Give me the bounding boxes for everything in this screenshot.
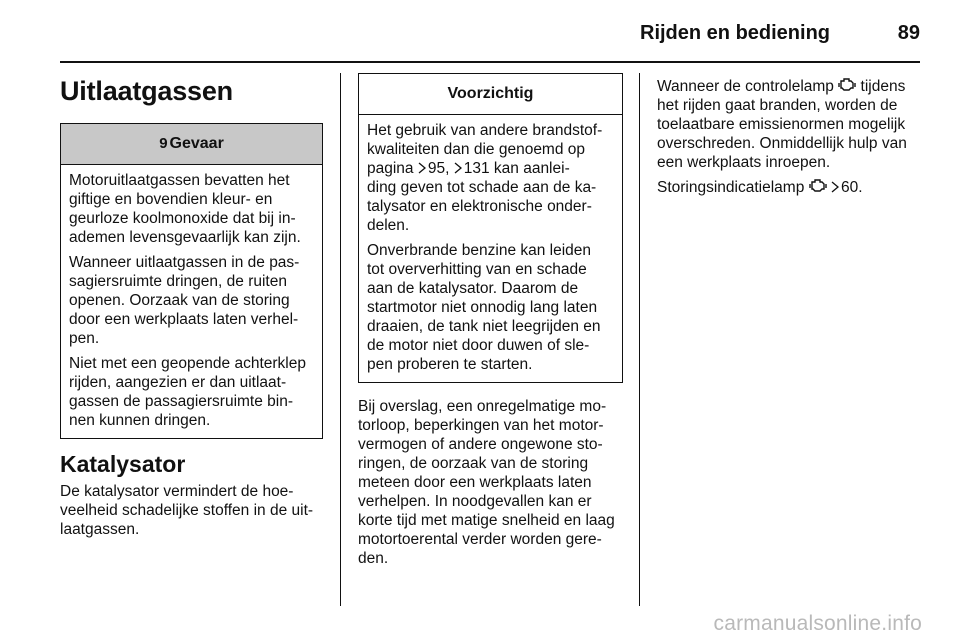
column-divider-1 (340, 73, 341, 606)
text-line: sagiersruimte dringen, de ruiten (69, 273, 287, 290)
text-line: startmotor niet onnodig lang laten (367, 299, 598, 316)
text-line: verhelpen. In noodgevallen kan er (358, 493, 592, 510)
header-title: Rijden en bediening (640, 22, 831, 44)
column-divider-2 (639, 73, 640, 606)
text-line: het rijden gaat branden, worden de (657, 97, 898, 114)
fault-indicator-paragraph (657, 178, 920, 197)
text-line: tot oververhitting van en schade (367, 261, 587, 278)
page-reference-arrow-icon (831, 178, 841, 197)
text-line: vermogen of andere ongewone sto- (358, 436, 603, 453)
text-line: den. (358, 550, 389, 567)
column-left (60, 62, 323, 545)
engine-check-lamp-icon (809, 179, 827, 196)
text-line: Motoruitlaatgassen bevatten het (69, 172, 290, 189)
text-line: aan de katalysator. Daarom de (367, 280, 579, 297)
caution-paragraph-1 (367, 121, 614, 235)
misfire-paragraph (358, 397, 623, 568)
text-line: ringen, de oorzaak van de storing (358, 455, 589, 472)
text-line: toelaatbare emissienormen mogelijk (657, 116, 906, 133)
danger-box-body (61, 165, 322, 438)
danger-paragraph-1 (69, 171, 314, 247)
text-line: veelheid schadelijke stoffen in de uit- (60, 502, 314, 519)
text-line: kwaliteiten dan die genoemd op (367, 141, 586, 158)
text-line: tijdens (860, 78, 906, 95)
page-number: 89 (897, 22, 920, 44)
text-line: gassen de passagiersruimte bin- (69, 393, 294, 410)
text-line: delen. (367, 217, 410, 234)
danger-box (60, 123, 323, 439)
text-line: Onverbrande benzine kan leiden (367, 242, 592, 259)
caution-paragraph-2 (367, 241, 614, 374)
caution-box-body (359, 115, 622, 382)
text-line: pen proberen te starten. (367, 356, 533, 373)
text-line: overschreden. Onmiddellijk hulp van (657, 135, 907, 152)
danger-box-header (61, 124, 322, 165)
caution-box (358, 73, 623, 383)
text-line: meteen door een werkplaats laten (358, 474, 592, 491)
watermark: carmanualsonline.info (713, 612, 922, 635)
engine-check-lamp-icon (838, 78, 856, 95)
text-line: giftige en bovendien kleur- en (69, 191, 273, 208)
text-line: geurloze koolmonoxide dat bij in- (69, 210, 296, 227)
katalysator-paragraph (60, 482, 323, 539)
text-line: De katalysator vermindert de hoe- (60, 483, 294, 500)
text-line: Niet met een geopende achterklep (69, 355, 306, 372)
text-line: pagina (367, 160, 414, 177)
text-line: ademen levensgevaarlijk kan zijn. (69, 229, 301, 246)
caution-box-title: Voorzichtig (447, 85, 534, 102)
text-line: Het gebruik van andere brandstof- (367, 122, 603, 139)
text-line: talysator en elektronische onder- (367, 198, 592, 215)
control-lamp-paragraph (657, 77, 920, 172)
section-title: Uitlaatgassen (60, 76, 233, 106)
caution-box-header (359, 74, 622, 115)
text-line: ding geven tot schade aan de ka- (367, 179, 597, 196)
page-reference-arrow-icon (418, 159, 428, 178)
danger-box-title: Gevaar (169, 135, 224, 152)
column-right (657, 77, 920, 203)
text-line: draaien, de tank niet leegrijden en (367, 318, 601, 335)
subsection-title: Katalysator (60, 451, 186, 477)
text-line: rijden, aangezien er dan uitlaat- (69, 374, 287, 391)
text-line: motortoerental verder worden gere- (358, 531, 602, 548)
danger-paragraph-3 (69, 354, 314, 430)
text-line: openen. Oorzaak van de storing (69, 292, 290, 309)
text-line: korte tijd met matige snelheid en laag (358, 512, 615, 529)
text-line: nen kunnen dringen. (69, 412, 211, 429)
page-reference[interactable]: 60. (840, 179, 863, 196)
text-line: een werkplaats inroepen. (657, 154, 831, 171)
text-line: laatgassen. (60, 521, 140, 538)
column-middle (358, 73, 623, 574)
page-reference[interactable]: 131 kan aanlei- (463, 160, 570, 177)
text-line: Wanneer uitlaatgassen in de pas- (69, 254, 300, 271)
text-line: torloop, beperkingen van het motor- (358, 417, 604, 434)
text-line: Bij overslag, een onregelmatige mo- (358, 398, 607, 415)
page-reference[interactable]: 95, (427, 160, 450, 177)
text-line: Wanneer de controlelamp (657, 78, 834, 95)
page-reference-arrow-icon (454, 159, 464, 178)
text-line: de motor niet door duwen of sle- (367, 337, 590, 354)
text-line: pen. (69, 330, 100, 347)
danger-paragraph-2 (69, 253, 314, 348)
warning-symbol-icon: 9 (159, 135, 168, 152)
text-line: Storingsindicatielamp (657, 179, 805, 196)
text-line: door een werkplaats laten verhel- (69, 311, 299, 328)
